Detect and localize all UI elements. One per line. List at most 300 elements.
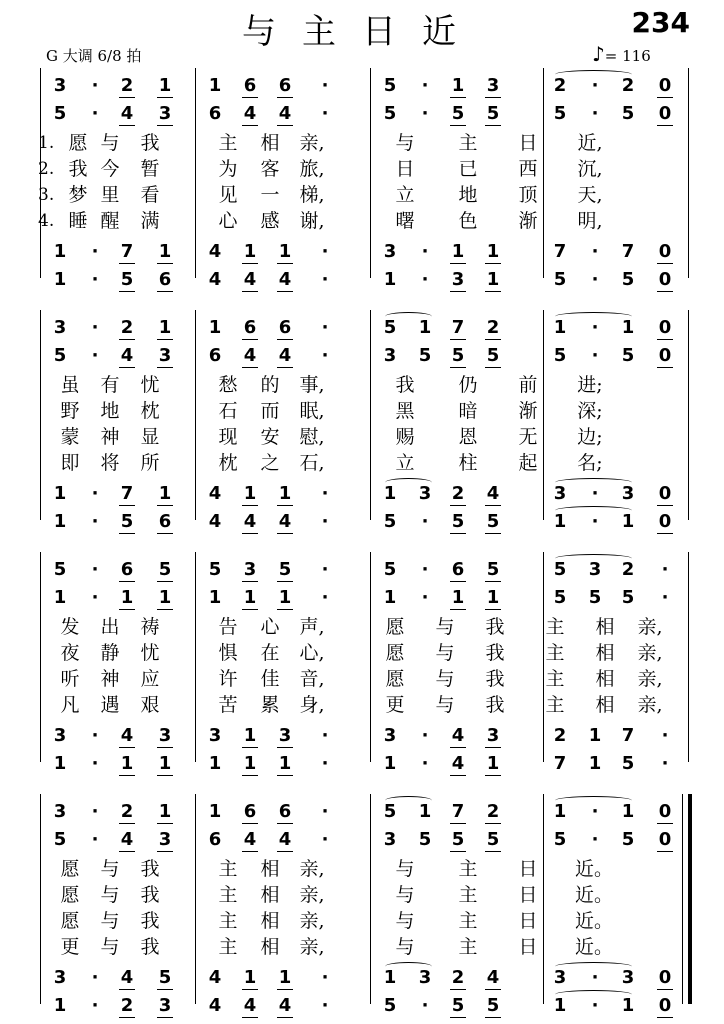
note-value: ·: [591, 241, 599, 262]
lyric-syllable: 佳: [260, 668, 280, 690]
note-value: ·: [91, 559, 99, 580]
note: [275, 240, 295, 264]
slur: [555, 962, 632, 971]
note-value: ·: [321, 587, 329, 608]
note-value: 1: [53, 269, 67, 290]
note-value: 5: [53, 559, 67, 580]
note: [155, 482, 175, 506]
lyric-syllable: 主: [218, 884, 238, 906]
note-value: 2: [621, 75, 635, 96]
note: [275, 994, 295, 1018]
eighth-underline: [450, 367, 466, 368]
slur: [555, 990, 632, 999]
eighth-underline: [657, 263, 673, 264]
note: [275, 482, 295, 506]
note: [85, 74, 105, 98]
eighth-underline: [119, 533, 135, 534]
note-value: 3: [553, 483, 567, 504]
note-value: 7: [553, 241, 567, 262]
note-value: 5: [418, 345, 432, 366]
lyric-syllable: 与: [100, 132, 120, 154]
lyric-syllable: 黑: [395, 400, 415, 422]
note: [415, 74, 435, 98]
note: [448, 482, 468, 506]
note-value: 1: [120, 753, 134, 774]
lyric-syllable: 将: [100, 452, 120, 474]
note-value: 1: [621, 511, 635, 532]
note: [585, 240, 605, 264]
note: [85, 828, 105, 852]
note: [415, 102, 435, 126]
note-value: 1: [621, 995, 635, 1016]
note: [618, 724, 638, 748]
lyric-line-1: [0, 372, 724, 398]
note: [448, 510, 468, 534]
tempo-value: = 116: [604, 47, 651, 65]
lyric-syllable: 静: [100, 642, 120, 664]
lyric-syllable: 虽: [60, 374, 80, 396]
note-value: 5: [451, 103, 465, 124]
lyric-syllable: 名;: [577, 452, 603, 474]
note: [50, 102, 70, 126]
note-value: 1: [243, 967, 257, 988]
lyric-syllable: 我: [395, 374, 415, 396]
note-value: 4: [278, 511, 292, 532]
lyric-syllable: 更: [385, 694, 405, 716]
note: [380, 344, 400, 368]
note: [315, 966, 335, 990]
note-value: 3: [53, 801, 67, 822]
note-value: ·: [91, 317, 99, 338]
note-value: 3: [451, 269, 465, 290]
note: [205, 724, 225, 748]
eighth-underline: [119, 263, 135, 264]
note: [655, 268, 675, 292]
lyric-line-4: [0, 208, 724, 234]
note-value: 5: [553, 269, 567, 290]
eighth-underline: [119, 989, 135, 990]
eighth-underline: [450, 989, 466, 990]
eighth-underline: [119, 609, 135, 610]
note: [315, 482, 335, 506]
lyric-syllable: 梦: [68, 184, 88, 206]
note-value: 5: [486, 829, 500, 850]
lyric-syllable: 旅,: [299, 158, 325, 180]
lyric-syllable: 我: [68, 158, 88, 180]
eighth-underline: [277, 989, 293, 990]
note: [275, 268, 295, 292]
eighth-underline: [450, 505, 466, 506]
lyric-syllable: 眠,: [299, 400, 325, 422]
verse-number: 1.: [38, 133, 55, 153]
lyric-syllable: 告: [218, 616, 238, 638]
note: [205, 510, 225, 534]
eighth-underline: [277, 823, 293, 824]
note-value: 2: [120, 995, 134, 1016]
note: [585, 752, 605, 776]
eighth-underline: [242, 263, 258, 264]
slur: [385, 962, 432, 971]
lyric-line-2: [0, 156, 724, 182]
note-value: 6: [243, 317, 257, 338]
note: [155, 724, 175, 748]
lyric-syllable: 身,: [299, 694, 325, 716]
note-value: ·: [91, 103, 99, 124]
note: [85, 316, 105, 340]
verse-number: 2.: [38, 159, 55, 179]
note-value: 4: [486, 967, 500, 988]
lyric-syllable: 凡: [60, 694, 80, 716]
note: [448, 724, 468, 748]
note: [205, 268, 225, 292]
note-value: 1: [278, 753, 292, 774]
eighth-underline: [657, 97, 673, 98]
note: [550, 102, 570, 126]
note-value: 0: [658, 483, 672, 504]
note-value: 4: [120, 103, 134, 124]
note: [655, 102, 675, 126]
note: [380, 752, 400, 776]
eighth-underline: [485, 823, 501, 824]
note-value: ·: [421, 241, 429, 262]
eighth-underline: [242, 989, 258, 990]
note-value: 2: [120, 801, 134, 822]
lyric-syllable: 愿: [60, 884, 80, 906]
note: [483, 828, 503, 852]
note: [50, 752, 70, 776]
lyric-syllable: 曙: [395, 210, 415, 232]
eighth-underline: [119, 125, 135, 126]
note: [380, 268, 400, 292]
note-value: 5: [486, 995, 500, 1016]
lyric-syllable: 枕: [218, 452, 238, 474]
lyric-syllable: 主: [458, 858, 478, 880]
lyric-syllable: 主: [218, 858, 238, 880]
note-value: 6: [208, 103, 222, 124]
note-value: 5: [621, 829, 635, 850]
note: [448, 752, 468, 776]
eighth-underline: [119, 367, 135, 368]
note-value: 1: [158, 317, 172, 338]
note: [117, 724, 137, 748]
note: [655, 828, 675, 852]
note: [240, 268, 260, 292]
note: [448, 102, 468, 126]
lyric-syllable: 音,: [299, 668, 325, 690]
slur: [385, 478, 432, 487]
note: [275, 344, 295, 368]
note: [415, 268, 435, 292]
note-value: 6: [451, 559, 465, 580]
eighth-underline: [277, 1017, 293, 1018]
note: [315, 240, 335, 264]
eighth-underline: [157, 367, 173, 368]
lyric-syllable: 更: [60, 936, 80, 958]
note-value: 3: [418, 967, 432, 988]
lyric-line-1: [0, 130, 724, 156]
note-value: 5: [53, 103, 67, 124]
note-row: [0, 268, 724, 292]
lyric-syllable: 我: [140, 132, 160, 154]
note-value: 4: [278, 829, 292, 850]
note-value: 1: [243, 725, 257, 746]
note: [240, 800, 260, 824]
note-value: 5: [383, 559, 397, 580]
lyric-syllable: 相: [260, 936, 280, 958]
slur: [555, 70, 632, 79]
note: [415, 240, 435, 264]
note: [655, 558, 675, 582]
note-value: ·: [661, 725, 669, 746]
eighth-underline: [657, 851, 673, 852]
lyric-syllable: 日: [395, 158, 415, 180]
note-value: 0: [658, 967, 672, 988]
note: [585, 268, 605, 292]
note-value: 1: [451, 241, 465, 262]
note: [85, 966, 105, 990]
note-row: [0, 828, 724, 852]
eighth-underline: [657, 339, 673, 340]
eighth-underline: [485, 505, 501, 506]
note-value: 1: [418, 317, 432, 338]
note-value: 6: [278, 317, 292, 338]
note-value: ·: [421, 725, 429, 746]
note: [550, 586, 570, 610]
note-value: ·: [591, 483, 599, 504]
lyric-syllable: 与: [395, 910, 415, 932]
lyric-syllable: 忧: [140, 642, 160, 664]
note: [50, 800, 70, 824]
note: [550, 344, 570, 368]
note: [618, 240, 638, 264]
note: [50, 240, 70, 264]
note: [117, 510, 137, 534]
note-value: 2: [120, 75, 134, 96]
note: [50, 558, 70, 582]
lyric-syllable: 里: [100, 184, 120, 206]
note-value: ·: [321, 103, 329, 124]
lyric-line-2: [0, 398, 724, 424]
note-value: 0: [658, 241, 672, 262]
lyric-syllable: 近。: [575, 936, 614, 958]
note-value: 4: [486, 483, 500, 504]
note-value: 1: [588, 753, 602, 774]
lyric-syllable: 惧: [218, 642, 238, 664]
note: [50, 966, 70, 990]
note-value: 1: [53, 753, 67, 774]
eighth-underline: [485, 367, 501, 368]
note-value: 1: [486, 587, 500, 608]
eighth-underline: [485, 1017, 501, 1018]
lyric-syllable: 所: [140, 452, 160, 474]
note-value: 0: [658, 995, 672, 1016]
note-value: 1: [486, 241, 500, 262]
note: [483, 102, 503, 126]
note-value: 7: [621, 725, 635, 746]
note: [585, 724, 605, 748]
eighth-underline: [450, 851, 466, 852]
note-value: 1: [588, 725, 602, 746]
lyric-syllable: 无: [518, 426, 538, 448]
note-value: ·: [321, 511, 329, 532]
note: [117, 966, 137, 990]
note-value: 5: [621, 345, 635, 366]
note: [117, 240, 137, 264]
note: [50, 74, 70, 98]
note: [585, 828, 605, 852]
eighth-underline: [450, 533, 466, 534]
note-value: ·: [661, 753, 669, 774]
eighth-underline: [157, 505, 173, 506]
eighth-underline: [485, 747, 501, 748]
note-value: 5: [383, 75, 397, 96]
key-signature: G 大调 6/8 拍: [46, 47, 142, 65]
lyric-syllable: 明,: [577, 210, 603, 232]
lyric-syllable: 安: [260, 426, 280, 448]
lyric-syllable: 暗: [458, 400, 478, 422]
note-value: 2: [120, 317, 134, 338]
note-value: 5: [383, 995, 397, 1016]
note-value: 1: [243, 241, 257, 262]
note: [448, 74, 468, 98]
eighth-underline: [485, 533, 501, 534]
eighth-underline: [485, 775, 501, 776]
note: [240, 558, 260, 582]
note-value: 5: [53, 345, 67, 366]
note: [448, 344, 468, 368]
eighth-underline: [242, 1017, 258, 1018]
eighth-underline: [485, 291, 501, 292]
note: [448, 586, 468, 610]
slur: [555, 312, 632, 321]
note-value: ·: [321, 317, 329, 338]
note-row: [0, 724, 724, 748]
eighth-underline: [277, 367, 293, 368]
lyric-syllable: 我: [140, 910, 160, 932]
note: [448, 966, 468, 990]
lyric-syllable: 客: [260, 158, 280, 180]
eighth-underline: [450, 125, 466, 126]
note: [155, 268, 175, 292]
note: [655, 724, 675, 748]
lyric-syllable: 见: [218, 184, 238, 206]
eighth-underline: [242, 533, 258, 534]
note-value: 0: [658, 317, 672, 338]
lyric-syllable: 我: [140, 884, 160, 906]
eighth-underline: [450, 339, 466, 340]
lyric-syllable: 地: [458, 184, 478, 206]
eighth-underline: [277, 97, 293, 98]
note-value: 3: [158, 829, 172, 850]
eighth-underline: [450, 775, 466, 776]
note-value: 5: [53, 829, 67, 850]
note: [655, 240, 675, 264]
eighth-underline: [277, 291, 293, 292]
note-value: 7: [451, 317, 465, 338]
note-value: ·: [661, 587, 669, 608]
lyric-syllable: 我: [485, 694, 505, 716]
lyric-syllable: 今: [100, 158, 120, 180]
note-value: 5: [383, 317, 397, 338]
note-value: 1: [158, 75, 172, 96]
lyric-syllable: 愿: [68, 132, 88, 154]
note: [655, 994, 675, 1018]
note: [655, 74, 675, 98]
note-value: 5: [553, 559, 567, 580]
note: [117, 558, 137, 582]
note-value: 5: [486, 511, 500, 532]
lyric-syllable: 相: [260, 858, 280, 880]
note-value: 1: [383, 967, 397, 988]
eighth-underline: [242, 505, 258, 506]
lyric-syllable: 相: [595, 694, 615, 716]
note-value: 3: [553, 967, 567, 988]
note-value: 5: [553, 103, 567, 124]
note: [117, 800, 137, 824]
lyric-syllable: 看: [140, 184, 160, 206]
verse-number: 3.: [38, 185, 55, 205]
lyric-syllable: 日: [518, 936, 538, 958]
note-value: 1: [278, 587, 292, 608]
note: [655, 316, 675, 340]
note-value: 6: [243, 801, 257, 822]
note-value: 0: [658, 511, 672, 532]
slur: [555, 554, 632, 563]
eighth-underline: [657, 989, 673, 990]
note-value: ·: [591, 269, 599, 290]
eighth-underline: [277, 339, 293, 340]
note-value: 3: [383, 725, 397, 746]
note-value: 1: [53, 241, 67, 262]
note: [315, 344, 335, 368]
lyric-syllable: 暂: [140, 158, 160, 180]
note: [155, 800, 175, 824]
note-value: ·: [661, 559, 669, 580]
note-value: 1: [208, 587, 222, 608]
note-value: ·: [591, 511, 599, 532]
lyric-syllable: 前: [518, 374, 538, 396]
lyric-syllable: 立: [395, 452, 415, 474]
note-value: 4: [278, 995, 292, 1016]
note: [117, 74, 137, 98]
lyric-syllable: 主: [545, 616, 565, 638]
note: [415, 994, 435, 1018]
note: [618, 102, 638, 126]
note: [315, 510, 335, 534]
note-value: 3: [243, 559, 257, 580]
eighth-underline: [657, 125, 673, 126]
note: [155, 510, 175, 534]
eighth-underline: [157, 581, 173, 582]
note-value: 1: [278, 241, 292, 262]
note-value: 3: [486, 75, 500, 96]
note-value: 4: [120, 725, 134, 746]
note: [315, 724, 335, 748]
note: [155, 102, 175, 126]
note-value: 1: [53, 587, 67, 608]
lyric-syllable: 满: [140, 210, 160, 232]
lyric-syllable: 我: [485, 642, 505, 664]
note-value: 3: [588, 559, 602, 580]
eighth-underline: [242, 581, 258, 582]
lyric-syllable: 与: [435, 616, 455, 638]
note-value: 1: [383, 587, 397, 608]
note: [380, 558, 400, 582]
note-value: 5: [451, 511, 465, 532]
note: [50, 344, 70, 368]
note: [315, 994, 335, 1018]
note-value: 1: [158, 587, 172, 608]
